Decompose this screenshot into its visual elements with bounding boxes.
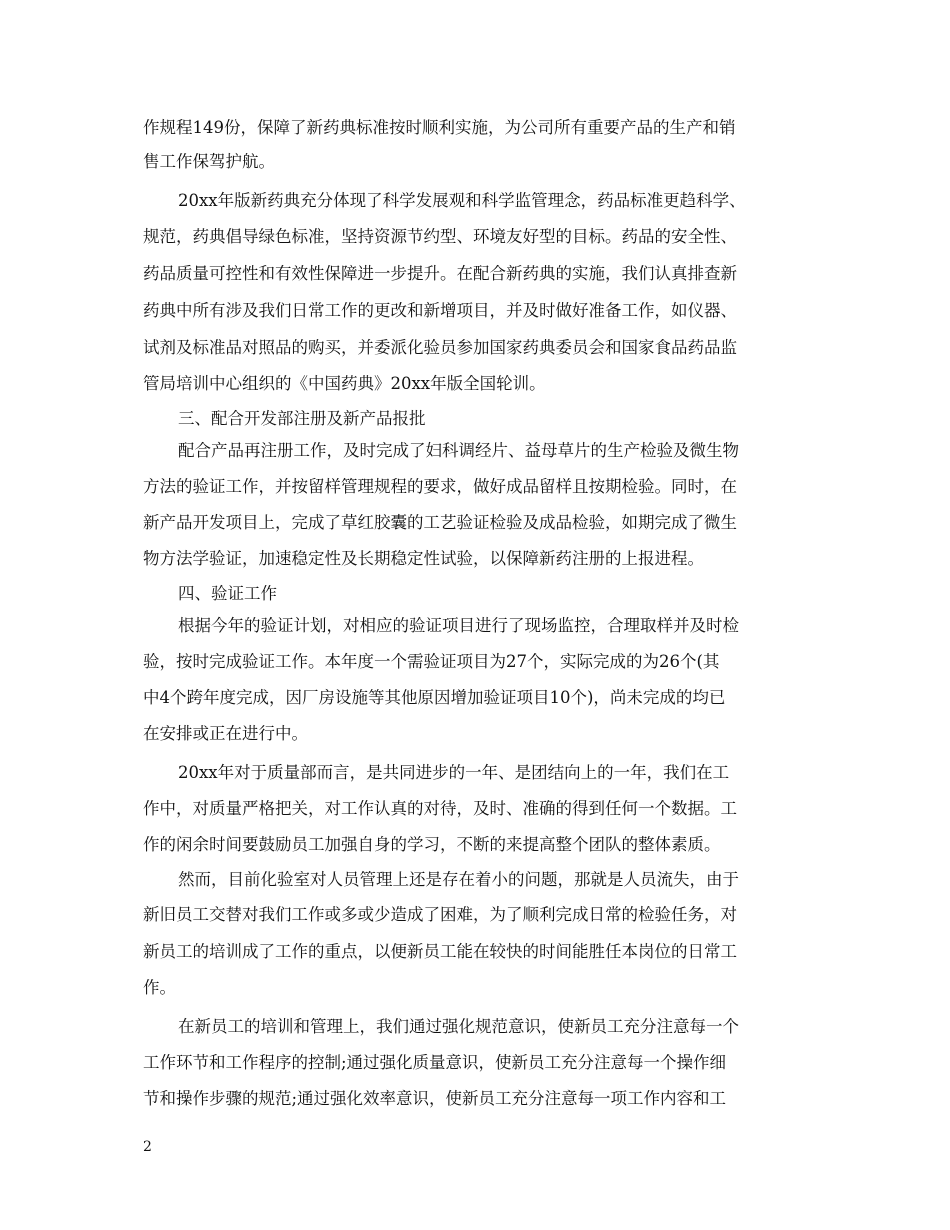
section-heading-three: 三、配合开发部注册及新产品报批: [178, 409, 426, 428]
paragraph-first-line: 在新员工的培训和管理上，我们通过强化规范意识，使新员工充分注意每一个: [178, 1017, 739, 1036]
text-line: 管局培训中心组织的《中国药典》20xx年版全国轮训。: [143, 374, 546, 393]
text-line: 作。: [143, 978, 176, 997]
text-line: 药品质量可控性和有效性保障进一步提升。在配合新药典的实施，我们认真排查新: [143, 264, 737, 283]
paragraph-first-line: 然而，目前化验室对人员管理上还是存在着小的问题，那就是人员流失，由于: [178, 870, 739, 889]
text-line: 节和操作步骤的规范;通过强化效率意识，使新员工充分注意每一项工作内容和工: [143, 1089, 727, 1108]
text-line: 新旧员工交替对我们工作或多或少造成了困难，为了顺利完成日常的检验任务，对: [143, 905, 737, 924]
text-line: 试剂及标准品对照品的购买，并委派化验员参加国家药典委员会和国家食品药品监: [143, 338, 737, 357]
text-line: 作的闲余时间要鼓励员工加强自身的学习，不断的来提高整个团队的整体素质。: [143, 835, 721, 854]
text-line: 售工作保驾护航。: [143, 152, 275, 171]
paragraph-first-line: 20xx年版新药典充分体现了科学发展观和科学监管理念，药品标准更趋科学、: [178, 191, 746, 210]
text-line: 作规程149份，保障了新药典标准按时顺利实施，为公司所有重要产品的生产和销: [143, 118, 736, 137]
page-number: 2: [143, 1139, 152, 1155]
text-line: 在安排或正在进行中。: [143, 724, 308, 743]
text-line: 规范，药典倡导绿色标准，坚持资源节约型、环境友好型的目标。药品的安全性、: [143, 227, 737, 246]
section-heading-four: 四、验证工作: [178, 584, 277, 603]
text-line: 工作环节和工作程序的控制;通过强化质量意识，使新员工充分注意每一个操作细: [143, 1053, 727, 1072]
paragraph-first-line: 根据今年的验证计划，对相应的验证项目进行了现场监控，合理取样并及时检: [178, 616, 739, 635]
text-line: 物方法学验证，加速稳定性及长期稳定性试验，以保障新药注册的上报进程。: [143, 549, 704, 568]
paragraph-first-line: 20xx年对于质量部而言，是共同进步的一年、是团结向上的一年，我们在工: [178, 763, 730, 782]
text-line: 新产品开发项目上，完成了草红胶囊的工艺验证检验及成品检验，如期完成了微生: [143, 513, 737, 532]
text-line: 验，按时完成验证工作。本年度一个需验证项目为27个，实际完成的为26个(其: [143, 652, 720, 671]
text-line: 新员工的培训成了工作的重点，以便新员工能在较快的时间能胜任本岗位的日常工: [143, 942, 737, 961]
text-line: 药典中所有涉及我们日常工作的更改和新增项目，并及时做好准备工作，如仪器、: [143, 301, 737, 320]
text-line: 方法的验证工作，并按留样管理规程的要求，做好成品留样且按期检验。同时，在: [143, 477, 737, 496]
paragraph-first-line: 配合产品再注册工作，及时完成了妇科调经片、益母草片的生产检验及微生物: [178, 441, 739, 460]
text-line: 作中，对质量严格把关，对工作认真的对待，及时、准确的得到任何一个数据。工: [143, 799, 737, 818]
text-line: 中4个跨年度完成，因厂房设施等其他原因增加验证项目10个)，尚未完成的均已: [143, 688, 726, 707]
